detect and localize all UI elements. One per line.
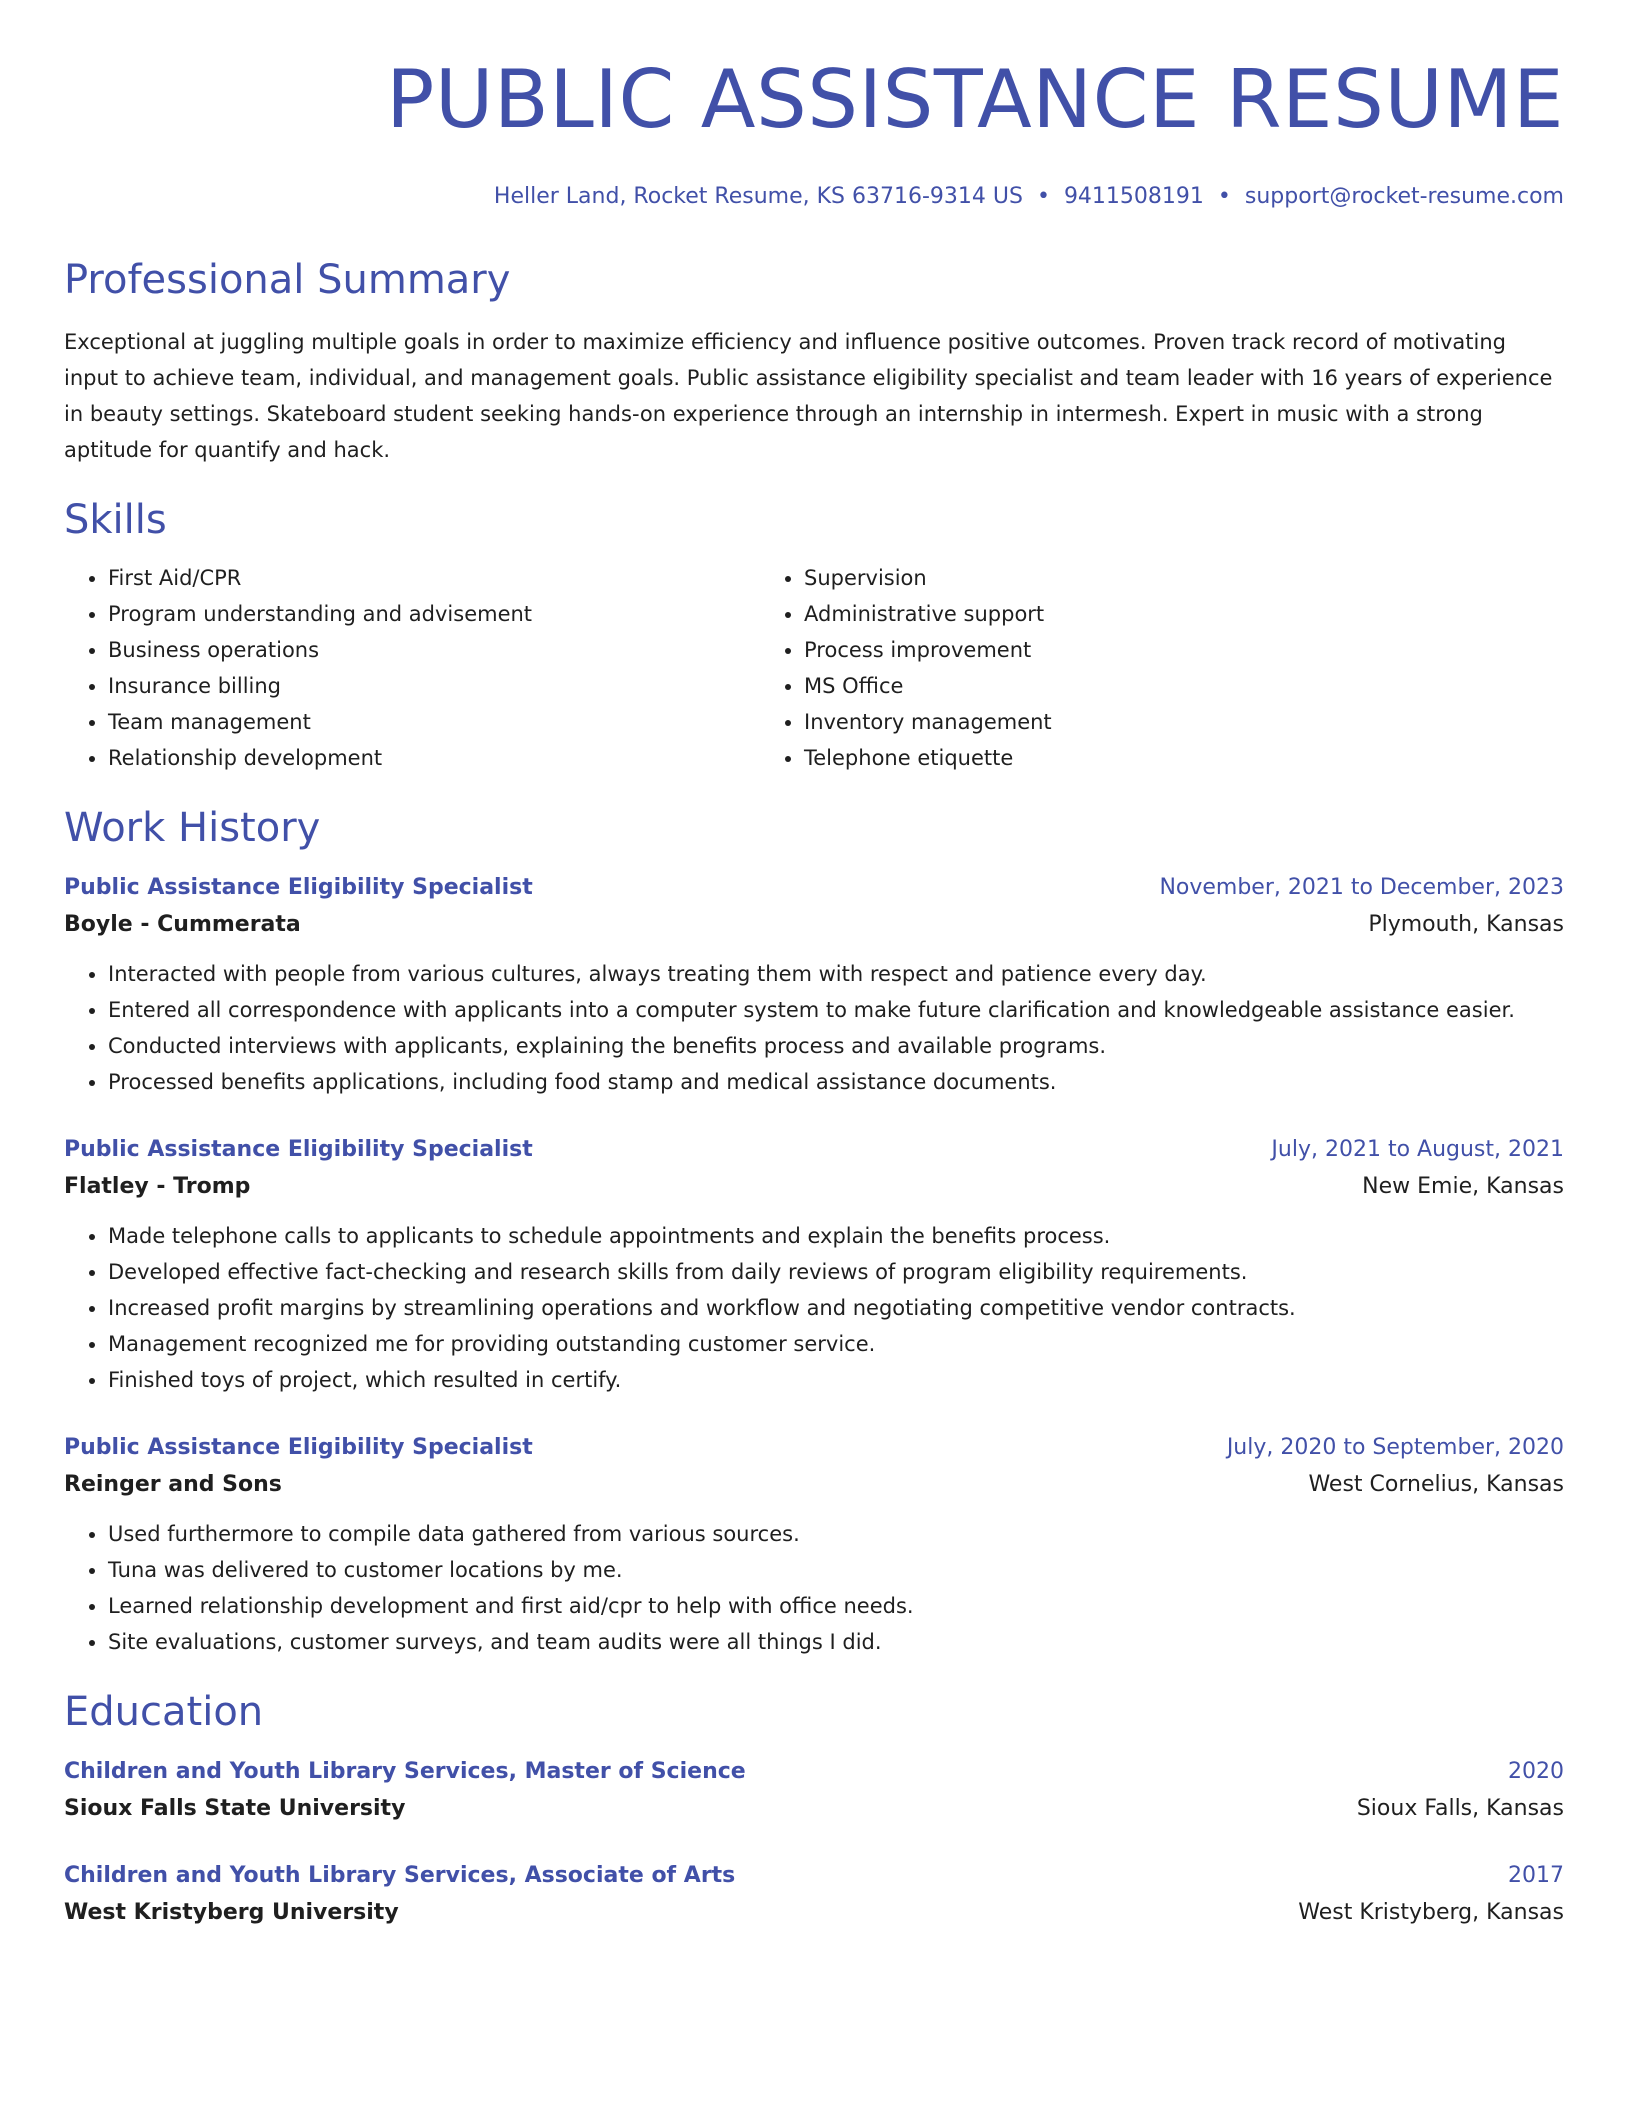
job-bullet: • Entered all correspondence with applicants into a computer system to make future clarification and knowledgeable assistance easier. <box>108 992 1564 1028</box>
education-degree: Children and Youth Library Services, Associate of Arts <box>64 1863 736 1888</box>
job-company-row <box>64 1466 1564 1504</box>
education-school: West Kristyberg University <box>64 1900 399 1925</box>
job-bullet: • Conducted interviews with applicants, explaining the benefits process and available programs. <box>108 1028 1564 1064</box>
job-header-row <box>64 1430 1564 1466</box>
education-header-row <box>64 1754 1564 1790</box>
education-school: Sioux Falls State University <box>64 1796 406 1821</box>
contact-email: support@rocket-resume.com <box>1244 184 1564 209</box>
job-bullet: • Learned relationship development and first aid/cpr to help with office needs. <box>108 1588 1564 1624</box>
skill-item: • Business operations <box>108 632 760 668</box>
education-year: 2020 <box>1508 1759 1564 1784</box>
education-header-row <box>64 1858 1564 1894</box>
job-bullet: • Management recognized me for providing outstanding customer service. <box>108 1326 1564 1362</box>
job-title: Public Assistance Eligibility Specialist <box>64 1137 533 1162</box>
job-location: Plymouth, Kansas <box>1368 912 1564 937</box>
education-year: 2017 <box>1508 1863 1564 1888</box>
job-entry <box>64 1430 1564 1660</box>
job-header-row <box>64 870 1564 906</box>
contact-phone: 9411508191 <box>1063 184 1204 209</box>
job-dates: July, 2020 to September, 2020 <box>1226 1435 1564 1460</box>
job-location: West Cornelius, Kansas <box>1308 1472 1564 1497</box>
job-bullet: • Finished toys of project, which resulted in certify. <box>108 1362 1564 1398</box>
skill-item: • Relationship development <box>108 740 760 776</box>
job-bullets <box>64 1516 1564 1660</box>
separator-dot: • <box>1036 184 1050 209</box>
skills-list-left <box>64 560 760 776</box>
skill-item: • Supervision <box>804 560 1456 596</box>
job-company-row <box>64 906 1564 944</box>
skills-list-right <box>760 560 1456 776</box>
job-bullet: • Used furthermore to compile data gathered from various sources. <box>108 1516 1564 1552</box>
work-history-heading: Work History <box>64 805 321 851</box>
education-degree: Children and Youth Library Services, Master of Science <box>64 1759 746 1784</box>
skill-item: • Program understanding and advisement <box>108 596 760 632</box>
job-bullet: • Interacted with people from various cultures, always treating them with respect and patience every day. <box>108 956 1564 992</box>
job-bullet: • Processed benefits applications, including food stamp and medical assistance documents. <box>108 1064 1564 1100</box>
resume-title: PUBLIC ASSISTANCE RESUME <box>386 53 1564 146</box>
education-heading: Education <box>64 1689 264 1735</box>
skill-item: • First Aid/CPR <box>108 560 760 596</box>
education-entry <box>64 1754 1564 1828</box>
skill-item: • Administrative support <box>804 596 1456 632</box>
job-company-row <box>64 1168 1564 1206</box>
skill-item: • Telephone etiquette <box>804 740 1456 776</box>
job-bullets <box>64 956 1564 1100</box>
job-header-row <box>64 1132 1564 1168</box>
job-title: Public Assistance Eligibility Specialist <box>64 875 533 900</box>
job-title: Public Assistance Eligibility Specialist <box>64 1435 533 1460</box>
skill-item: • Insurance billing <box>108 668 760 704</box>
contact-line <box>64 182 1564 212</box>
job-bullet: • Tuna was delivered to customer locations by me. <box>108 1552 1564 1588</box>
job-bullet: • Site evaluations, customer surveys, and team audits were all things I did. <box>108 1624 1564 1660</box>
summary-text: Exceptional at juggling multiple goals in order to maximize efficiency and influence positive outcomes. Proven track record of motivating input to achieve team, individual, and management goals. Public assistance eligibility specialist and team leader with 16 years of experience in beauty settings. Skateboard student seeking hands-on experience through an internship in intermesh. Expert in music with a strong aptitude for quantify and hack. <box>64 330 1553 462</box>
education-school-row <box>64 1894 1564 1932</box>
contact-address: Heller Land, Rocket Resume, KS 63716-9314 US <box>493 184 1023 209</box>
skill-item: • Team management <box>108 704 760 740</box>
education-school-row <box>64 1790 1564 1828</box>
education-location: Sioux Falls, Kansas <box>1356 1796 1564 1821</box>
education-location: West Kristyberg, Kansas <box>1298 1900 1564 1925</box>
job-company: Reinger and Sons <box>64 1472 282 1497</box>
skill-item: • MS Office <box>804 668 1456 704</box>
skills-heading: Skills <box>64 497 167 543</box>
separator-dot: • <box>1217 184 1231 209</box>
skill-item: • Process improvement <box>804 632 1456 668</box>
job-location: New Emie, Kansas <box>1362 1174 1564 1199</box>
summary-heading: Professional Summary <box>64 257 511 303</box>
job-company: Boyle - Cummerata <box>64 912 301 937</box>
skill-item: • Inventory management <box>804 704 1456 740</box>
education-entry <box>64 1858 1564 1932</box>
skills-columns <box>64 560 1564 776</box>
job-entry <box>64 1132 1564 1398</box>
job-bullets <box>64 1218 1564 1398</box>
job-entry <box>64 870 1564 1100</box>
job-bullet: • Made telephone calls to applicants to schedule appointments and explain the benefits process. <box>108 1218 1564 1254</box>
job-dates: July, 2021 to August, 2021 <box>1271 1137 1564 1162</box>
job-company: Flatley - Tromp <box>64 1174 251 1199</box>
job-bullet: • Increased profit margins by streamlining operations and workflow and negotiating competitive vendor contracts. <box>108 1290 1564 1326</box>
job-dates: November, 2021 to December, 2023 <box>1159 875 1564 900</box>
job-bullet: • Developed effective fact-checking and research skills from daily reviews of program eligibility requirements. <box>108 1254 1564 1290</box>
